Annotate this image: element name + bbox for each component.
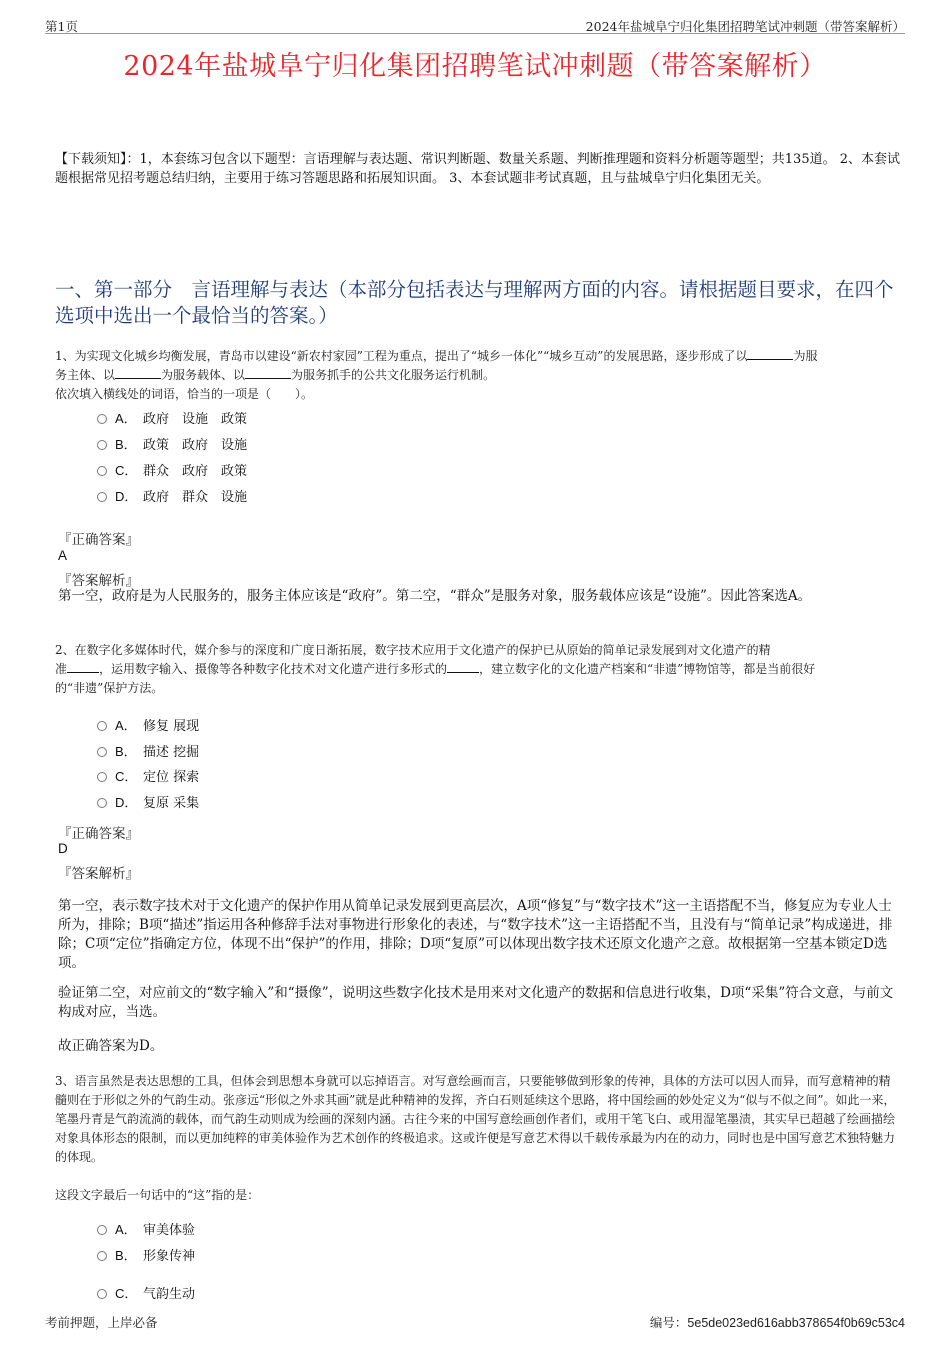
download-notice: 【下载须知】：1，本套练习包含以下题型：言语理解与表达题、常识判断题、数量关系题、判断推理题和资料分析题等题型；共135道。 2、本套试题根据常见招考题总结归纳，主要用于练习答题思路和拓展知识面。 3、本套试题非考试真题，且与盐城阜宁归化集团无关。: [55, 152, 900, 186]
radio-icon[interactable]: [97, 772, 107, 782]
option-text: 形象传神: [143, 1249, 196, 1264]
footer-slogan: 考前押题，上岸必备: [45, 1315, 158, 1330]
page-number: 第1页: [45, 19, 78, 34]
q2-option-c[interactable]: [97, 767, 199, 787]
header-divider: [45, 33, 905, 34]
q1-prompt: 依次填入横线处的词语，恰当的一项是（ ）。: [55, 387, 314, 401]
q2-analysis-p2: 验证第二空，对应前文的“数字输入”和“摄像”，说明这些数字化技术是用来对文化遗产的数据和信息进行收集，D项“采集”符合文意，与前文构成对应，当选。: [58, 985, 894, 1020]
answer-blank: [245, 366, 291, 379]
option-letter: C．: [115, 769, 138, 784]
q1-text-c: 务主体、以: [55, 368, 116, 382]
q2-analysis-label: 『答案解析』: [58, 866, 139, 882]
question-3-stem: 3、语言虽然是表达思想的工具，但体会到思想本身就可以忘掉语言。对写意绘画而言，只要能够做到形象的传神，具体的方法可以因人而异，而写意精神的精髓则在于形似之外的气韵生动。张彦远“形似之外求其画”就是此种精神的发挥，齐白石则延续这个思路，将中国绘画的妙处定义为“似与不似之间”。如此一来，笔墨丹青是气韵流淌的载体，而气韵生动则成为绘画的深刻内涵。古往今来的中国写意绘画创作者们，或用干笔飞白、或用湿笔墨渍，其实早已超越了绘画描绘对象具体形态的限制，而以更加纯粹的审美体验作为艺术创作的终极追求。这或许便是写意艺术得以千载传承最为内在的动力，同时也是中国写意艺术独特魅力的体现。: [55, 1074, 896, 1164]
q1-option-b[interactable]: [97, 435, 247, 455]
q2-correct-label: 『正确答案』: [58, 826, 139, 842]
radio-icon[interactable]: [97, 1289, 107, 1299]
option-letter: A．: [115, 411, 137, 426]
option-text: 政府 群众 设施: [143, 490, 248, 505]
option-letter: B．: [115, 437, 137, 452]
radio-icon[interactable]: [97, 414, 107, 424]
option-letter: D．: [115, 795, 138, 810]
q2-option-d[interactable]: [97, 793, 199, 813]
answer-blank: [747, 347, 793, 360]
option-text: 政府 设施 政策: [143, 412, 248, 427]
question-2-stem: [55, 641, 900, 698]
footer-code-label: 编号：: [649, 1315, 688, 1330]
option-text: 复原 采集: [143, 796, 200, 811]
q1-correct-label: 『正确答案』: [58, 532, 139, 548]
q1-text-b: 为服: [793, 349, 818, 363]
q3-prompt: 这段文字最后一句话中的“这”指的是：: [55, 1188, 260, 1202]
q1-analysis-label: 『答案解析』: [58, 573, 139, 589]
option-text: 描述 挖掘: [143, 745, 200, 760]
q2-option-a[interactable]: [97, 716, 199, 736]
q1-text-e: 为服务抓手的公共文化服务运行机制。: [291, 368, 496, 382]
q1-answer: A: [58, 548, 68, 563]
answer-blank: [67, 660, 99, 673]
option-text: 定位 探索: [143, 770, 200, 785]
answer-blank: [447, 660, 479, 673]
q2-text-b: 准: [55, 662, 68, 676]
radio-icon[interactable]: [97, 747, 107, 757]
q3-option-a[interactable]: [97, 1220, 195, 1240]
question-1-stem: [55, 347, 900, 404]
q1-option-a[interactable]: [97, 409, 247, 429]
option-text: 气韵生动: [143, 1287, 196, 1302]
q3-option-c[interactable]: [97, 1284, 195, 1304]
q1-text-d: 为服务载体、以: [161, 368, 246, 382]
answer-blank: [115, 366, 161, 379]
radio-icon[interactable]: [97, 798, 107, 808]
radio-icon[interactable]: [97, 1225, 107, 1235]
q1-analysis: 第一空，政府是为人民服务的，服务主体应该是“政府”。第二空，“群众”是服务对象，服务载体应该是“设施”。因此答案选A。: [58, 588, 812, 604]
option-text: 政策 政府 设施: [143, 438, 248, 453]
footer-code: [650, 1313, 905, 1331]
q2-text-a: 2、在数字化多媒体时代，媒介参与的深度和广度日渐拓展，数字技术应用于文化遗产的保护已从原始的简单记录发展到对文化遗产的精: [55, 643, 771, 657]
header-doc-title: 2024年盐城阜宁归化集团招聘笔试冲刺题（带答案解析）: [585, 19, 905, 34]
q3-option-b[interactable]: [97, 1246, 195, 1266]
q2-analysis-p3: 故正确答案为D。: [58, 1038, 164, 1054]
option-text: 修复 展现: [143, 719, 200, 734]
footer-code-value: 5e5de023ed616abb378654f0b69c53c4: [687, 1316, 905, 1330]
option-text: 审美体验: [143, 1223, 196, 1238]
radio-icon[interactable]: [97, 721, 107, 731]
q1-option-c[interactable]: [97, 461, 247, 481]
radio-icon[interactable]: [97, 466, 107, 476]
q2-text-e: 的“非遗”保护方法。: [55, 681, 164, 695]
radio-icon[interactable]: [97, 492, 107, 502]
option-letter: B．: [115, 1248, 137, 1263]
q2-analysis-p1: 第一空，表示数字技术对于文化遗产的保护作用从简单记录发展到更高层次，A项“修复”与“数字技术”这一主语搭配不当，修复应为专业人士所为，排除；B项“描述”指运用各种修辞手法对事物进行形象化的表述，与“数字技术”这一主语搭配不当，且没有与“简单记录”构成递进，排除；C项“定位”指确定方位，体现不出“保护”的作用，排除；D项“复原”可以体现出数字技术还原文化遗产之意。故根据第一空基本锁定D选项。: [58, 898, 893, 971]
q2-text-d: ，建立数字化的文化遗产档案和“非遗”博物馆等，都是当前很好: [479, 662, 816, 676]
option-letter: A．: [115, 718, 137, 733]
q2-text-c: ，运用数字输入、摄像等各种数字化技术对文化遗产进行多形式的: [99, 662, 448, 676]
option-letter: C．: [115, 463, 138, 478]
radio-icon[interactable]: [97, 440, 107, 450]
page-title: 2024年盐城阜宁归化集团招聘笔试冲刺题（带答案解析）: [123, 51, 827, 82]
q2-answer: D: [58, 841, 68, 856]
option-letter: B．: [115, 744, 137, 759]
option-letter: D．: [115, 489, 138, 504]
option-letter: A．: [115, 1222, 137, 1237]
option-letter: C．: [115, 1286, 138, 1301]
q1-text-a: 1、为实现文化城乡均衡发展，青岛市以建设“新农村家园”工程为重点，提出了“城乡一体化”“城乡互动”的发展思路，逐步形成了以: [55, 349, 748, 363]
section-heading: 一、第一部分 言语理解与表达（本部分包括表达与理解两方面的内容。请根据题目要求，在四个选项中选出一个最恰当的答案。）: [55, 278, 894, 327]
q1-option-d[interactable]: [97, 487, 247, 507]
q2-option-b[interactable]: [97, 742, 199, 762]
radio-icon[interactable]: [97, 1251, 107, 1261]
option-text: 群众 政府 政策: [143, 464, 248, 479]
